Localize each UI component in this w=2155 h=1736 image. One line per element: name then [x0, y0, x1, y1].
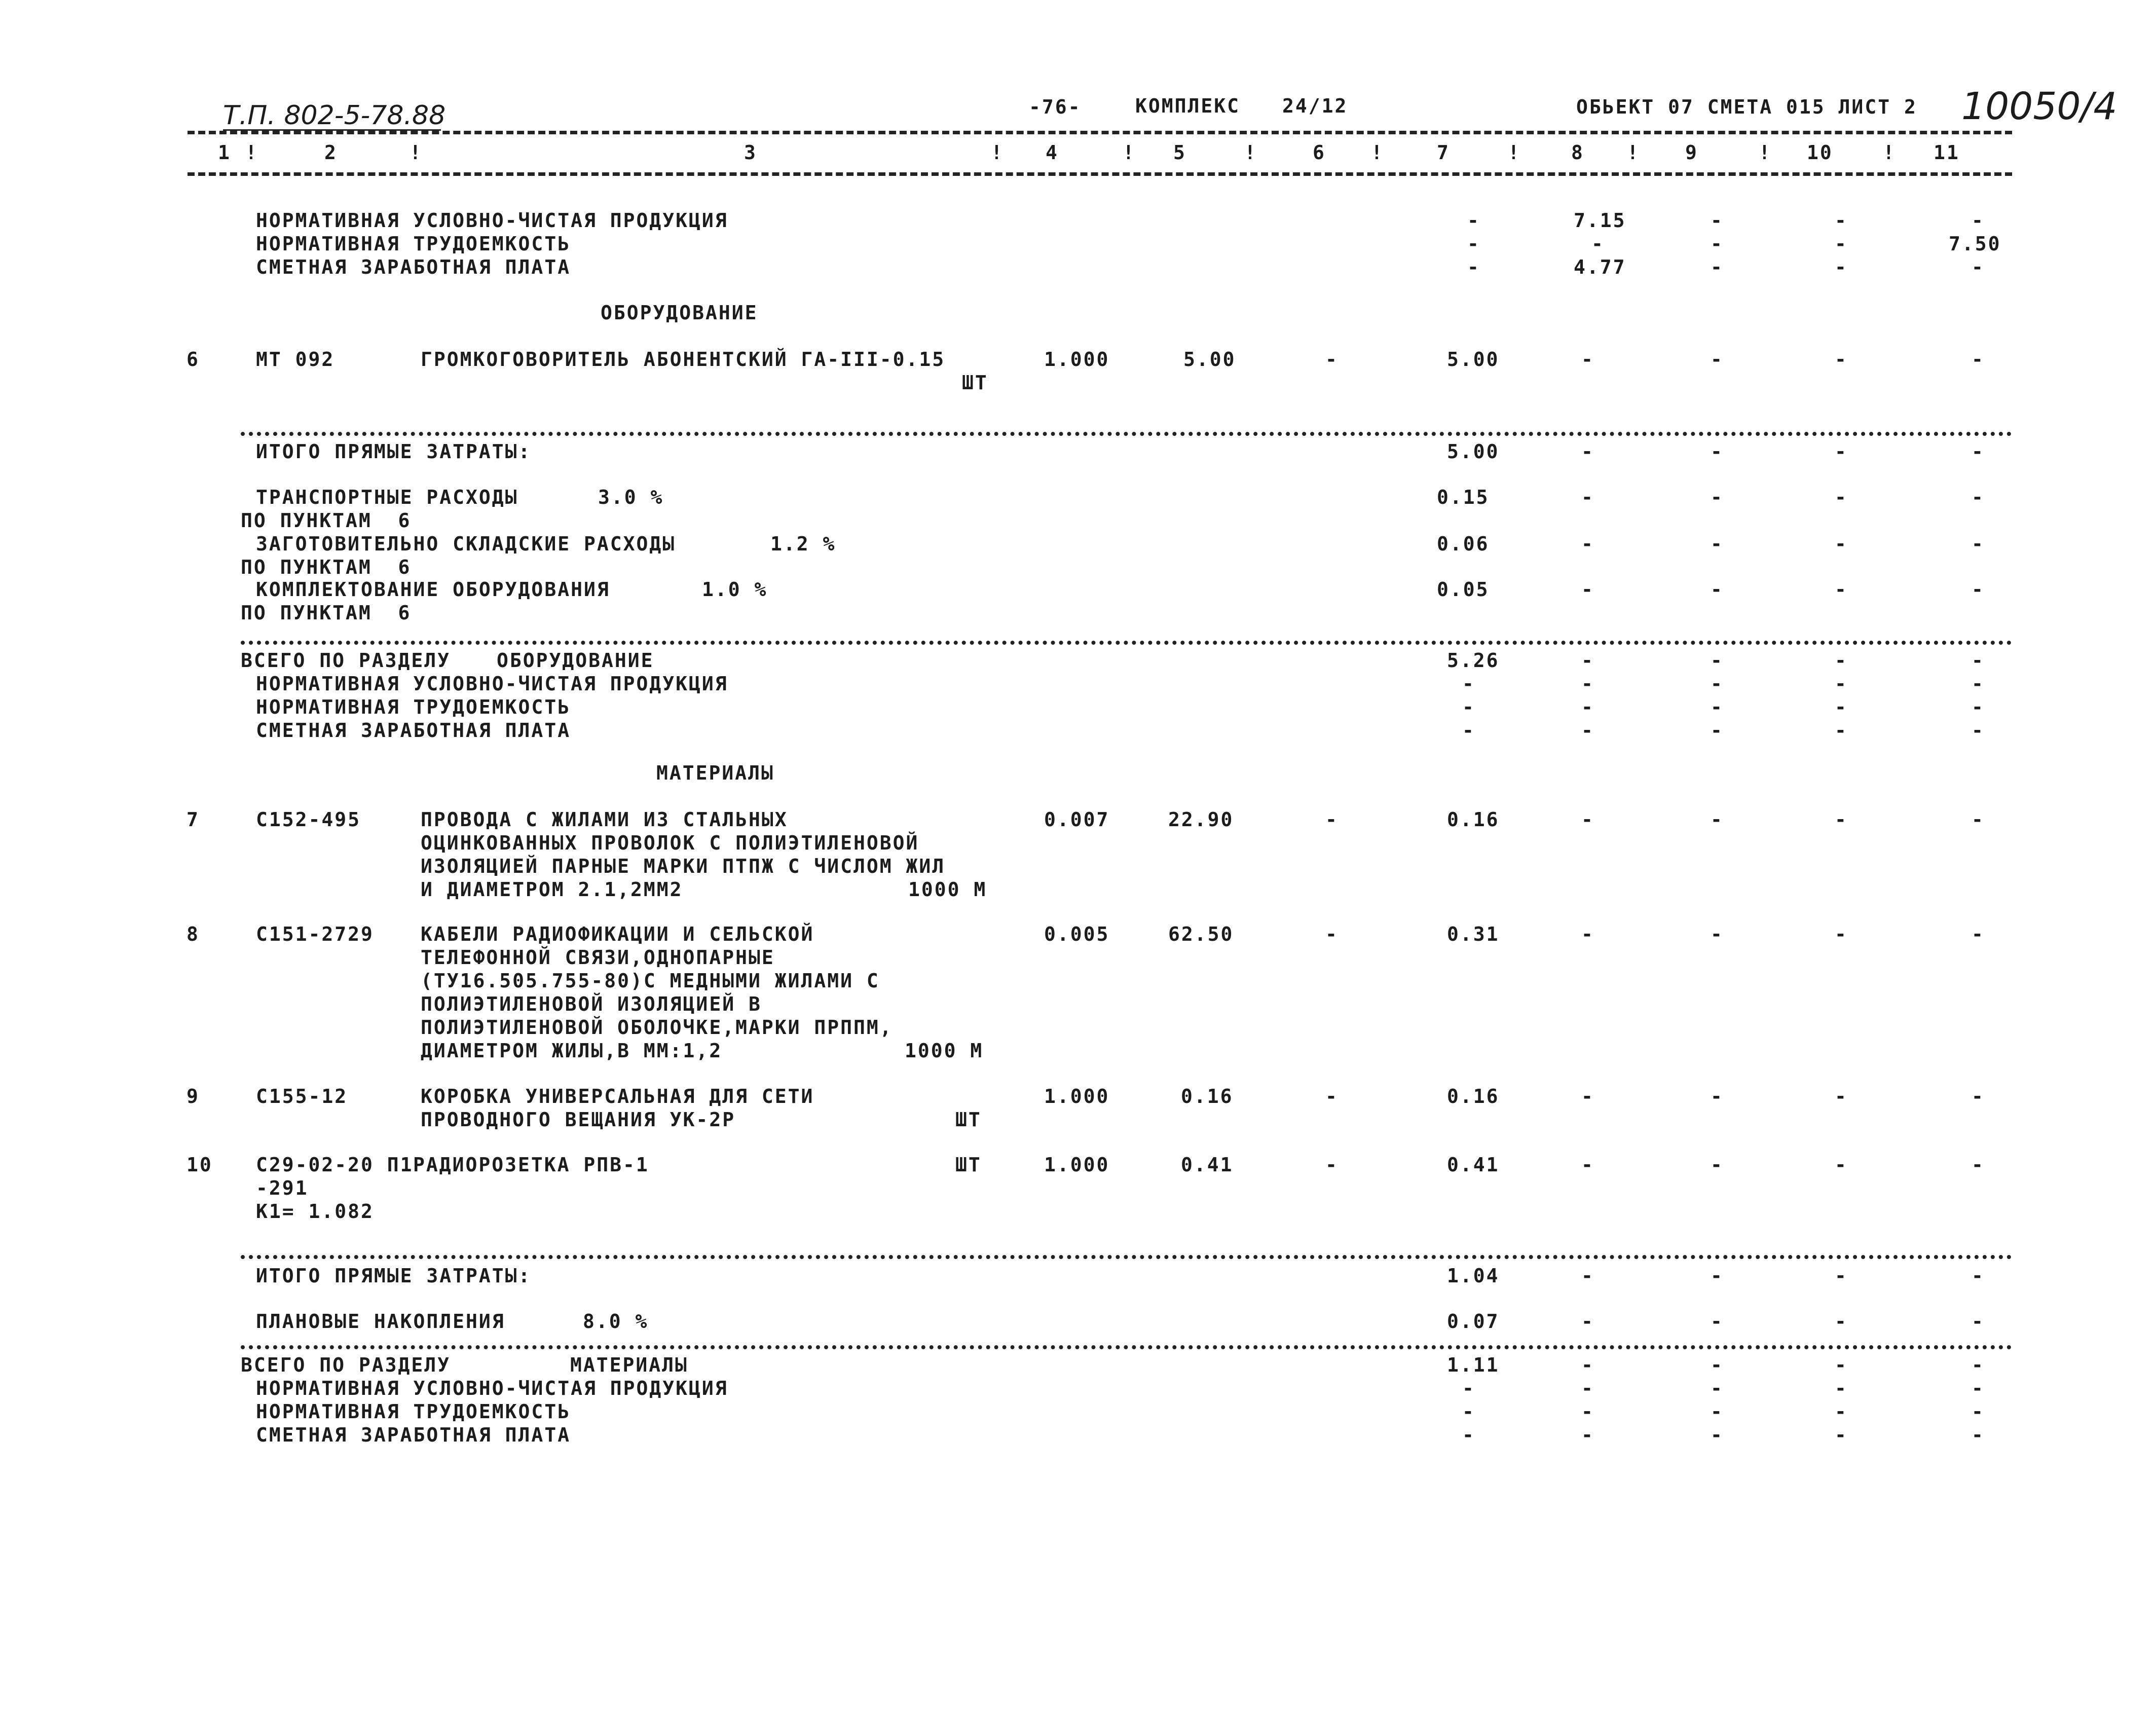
direct-costs-c7: 5.00	[1447, 440, 1500, 463]
row-c7: 0.41	[1447, 1154, 1500, 1176]
row-c9: -	[1711, 1154, 1724, 1176]
intro-c11: 7.50	[1949, 233, 2001, 255]
dash-cell: -	[1462, 673, 1475, 695]
row-code: -291	[256, 1177, 309, 1199]
dash-cell: -	[1835, 696, 1848, 718]
page-number: -76-	[1029, 96, 1082, 118]
intro-line: НОРМАТИВНАЯ УСЛОВНО-ЧИСТАЯ ПРОДУКЦИЯ	[256, 209, 728, 232]
dash-cell: -	[1581, 673, 1594, 695]
direct-costs-label: ИТОГО ПРЯМЫЕ ЗАТРАТЫ:	[256, 1265, 532, 1287]
row-num: 10	[187, 1154, 213, 1176]
row-c10: -	[1835, 923, 1848, 945]
row-c11: -	[1972, 1085, 1985, 1107]
col-sep: !	[1883, 141, 1896, 164]
total-line: СМЕТНАЯ ЗАРАБОТНАЯ ПЛАТА	[256, 1424, 571, 1446]
intro-c10: -	[1835, 256, 1848, 278]
dash-cell: -	[1711, 1265, 1724, 1287]
intro-c10: -	[1835, 233, 1848, 255]
row-c7: 5.00	[1447, 348, 1500, 371]
total-line: НОРМАТИВНАЯ ТРУДОЕМКОСТЬ	[256, 696, 571, 718]
row-name-line: КАБЕЛИ РАДИОФИКАЦИИ И СЕЛЬСКОЙ	[421, 923, 814, 945]
row-name-line: РАДИОРОЗЕТКА РПВ-1	[413, 1154, 649, 1176]
row-name-line: ПОЛИЭТИЛЕНОВОЙ ОБОЛОЧКЕ,МАРКИ ПРППМ,	[421, 1016, 893, 1039]
dash-cell: -	[1972, 673, 1985, 695]
dash-cell: -	[1462, 1377, 1475, 1399]
row-name-line: ПРОВОДА С ЖИЛАМИ ИЗ СТАЛЬНЫХ	[421, 808, 788, 831]
dash-cell: -	[1581, 719, 1594, 742]
planned-label: ПЛАНОВЫЕ НАКОПЛЕНИЯ	[256, 1310, 505, 1333]
total-line: НОРМАТИВНАЯ УСЛОВНО-ЧИСТАЯ ПРОДУКЦИЯ	[256, 673, 728, 695]
row-name-line: КОРОБКА УНИВЕРСАЛЬНАЯ ДЛЯ СЕТИ	[421, 1085, 814, 1107]
row-unit: ШТ	[955, 1154, 982, 1176]
col-num-2: 2	[324, 141, 338, 164]
row-c6: -	[1325, 348, 1339, 371]
row-unit: ШТ	[955, 1109, 982, 1131]
row-c8: -	[1581, 1085, 1594, 1107]
dash-cell: -	[1835, 1377, 1848, 1399]
overhead-c9: -	[1711, 533, 1724, 555]
col-sep: !	[1123, 141, 1136, 164]
direct-costs-c8: -	[1581, 440, 1594, 463]
overhead-c11: -	[1972, 533, 1985, 555]
row-code: С29-02-20 П1	[256, 1154, 414, 1176]
dash-cell: -	[1711, 1424, 1724, 1446]
intro-line: СМЕТНАЯ ЗАРАБОТНАЯ ПЛАТА	[256, 256, 571, 278]
intro-c8: -	[1591, 233, 1605, 255]
intro-c8: 7.15	[1574, 209, 1626, 232]
section-total-c7: 1.11	[1447, 1354, 1500, 1376]
row-price: 5.00	[1183, 348, 1236, 371]
dash-cell: -	[1972, 1265, 1985, 1287]
row-unit: 1000 М	[908, 878, 987, 901]
row-code: С152-495	[256, 808, 361, 831]
row-num: 8	[187, 923, 200, 945]
overhead-c10: -	[1835, 533, 1848, 555]
row-c11: -	[1972, 348, 1985, 371]
dash-cell: -	[1835, 1424, 1848, 1446]
dash-cell: -	[1581, 1377, 1594, 1399]
row-qty: 0.007	[1044, 808, 1110, 831]
overhead-c10: -	[1835, 486, 1848, 508]
row-name: ГРОМКОГОВОРИТЕЛЬ АБОНЕНТСКИЙ ГА-III-0.15	[421, 348, 946, 371]
row-c9: -	[1711, 808, 1724, 831]
row-qty: 1.000	[1044, 1154, 1110, 1176]
dash-cell: -	[1711, 1310, 1724, 1333]
row-c10: -	[1835, 1154, 1848, 1176]
dash-cell: -	[1972, 1400, 1985, 1423]
col-num-11: 11	[1934, 141, 1960, 164]
col-num-1: 1	[218, 141, 231, 164]
intro-c10: -	[1835, 209, 1848, 232]
row-c8: -	[1581, 923, 1594, 945]
direct-costs-c7: 1.04	[1447, 1265, 1500, 1287]
dash-cell: -	[1972, 1354, 1985, 1376]
col-num-6: 6	[1313, 141, 1326, 164]
row-num: 7	[187, 808, 200, 831]
row-code: С151-2729	[256, 923, 374, 945]
intro-c9: -	[1711, 209, 1724, 232]
section-total-c7: 5.26	[1447, 649, 1500, 672]
header-rule-top	[188, 131, 2012, 134]
complex-label: КОМПЛЕКС	[1135, 95, 1241, 117]
direct-costs-c11: -	[1972, 440, 1985, 463]
total-line: НОРМАТИВНАЯ УСЛОВНО-ЧИСТАЯ ПРОДУКЦИЯ	[256, 1377, 728, 1399]
intro-c11: -	[1972, 209, 1985, 232]
row-qty: 1.000	[1044, 1085, 1110, 1107]
complex-value: 24/12	[1282, 95, 1348, 117]
dash-cell: -	[1835, 719, 1848, 742]
dotted-separator	[241, 432, 2012, 436]
dash-cell: -	[1711, 719, 1724, 742]
row-name-line: ПРОВОДНОГО ВЕЩАНИЯ УК-2Р	[421, 1109, 736, 1131]
section-total-label: ВСЕГО ПО РАЗДЕЛУ	[241, 1354, 451, 1376]
direct-costs-c9: -	[1711, 440, 1724, 463]
dash-cell: -	[1972, 1310, 1985, 1333]
row-name-line: И ДИАМЕТРОМ 2.1,2ММ2	[421, 878, 683, 901]
dash-cell: -	[1972, 719, 1985, 742]
intro-c7: -	[1467, 256, 1480, 278]
col-num-10: 10	[1807, 141, 1833, 164]
total-line: СМЕТНАЯ ЗАРАБОТНАЯ ПЛАТА	[256, 719, 571, 742]
col-sep: !	[991, 141, 1004, 164]
dash-cell: -	[1972, 1377, 1985, 1399]
row-c6: -	[1325, 1154, 1339, 1176]
col-num-3: 3	[744, 141, 757, 164]
row-c9: -	[1711, 923, 1724, 945]
overhead-c9: -	[1711, 578, 1724, 601]
dash-cell: -	[1835, 649, 1848, 672]
row-price: 62.50	[1168, 923, 1234, 945]
row-c8: -	[1581, 1154, 1594, 1176]
row-c7: 0.31	[1447, 923, 1500, 945]
row-unit: ШТ	[962, 372, 988, 394]
dash-cell: -	[1581, 649, 1594, 672]
dash-cell: -	[1835, 1310, 1848, 1333]
row-name-line: ПОЛИЭТИЛЕНОВОЙ ИЗОЛЯЦИЕЙ В	[421, 993, 762, 1015]
dash-cell: -	[1462, 1424, 1475, 1446]
planned-rate: 8.0 %	[583, 1310, 649, 1333]
row-c6: -	[1325, 808, 1339, 831]
section-total-name: ОБОРУДОВАНИЕ	[497, 649, 654, 672]
col-num-7: 7	[1437, 141, 1450, 164]
row-qty: 0.005	[1044, 923, 1110, 945]
header-rule-bottom	[188, 172, 2012, 176]
intro-c7: -	[1467, 209, 1480, 232]
section-total-label: ВСЕГО ПО РАЗДЕЛУ	[241, 649, 451, 672]
dash-cell: -	[1972, 649, 1985, 672]
row-c9: -	[1711, 348, 1724, 371]
dotted-separator	[241, 1345, 2012, 1349]
row-price: 0.16	[1181, 1085, 1234, 1107]
overhead-c9: -	[1711, 486, 1724, 508]
dash-cell: -	[1581, 1354, 1594, 1376]
section-title-equipment: ОБОРУДОВАНИЕ	[601, 302, 758, 324]
row-c6: -	[1325, 923, 1339, 945]
overhead-label: ТРАНСПОРТНЫЕ РАСХОДЫ	[256, 486, 518, 508]
direct-costs-c10: -	[1835, 440, 1848, 463]
row-c6: -	[1325, 1085, 1339, 1107]
intro-c7: -	[1467, 233, 1480, 255]
row-name-line: ТЕЛЕФОННОЙ СВЯЗИ,ОДНОПАРНЫЕ	[421, 946, 775, 969]
dash-cell: -	[1835, 1354, 1848, 1376]
row-price: 0.41	[1181, 1154, 1234, 1176]
row-name-line: (ТУ16.505.755-80)С МЕДНЫМИ ЖИЛАМИ С	[421, 970, 880, 992]
project-code: Т.П. 802-5-78.88	[223, 100, 446, 131]
dash-cell: -	[1462, 1400, 1475, 1423]
overhead-c8: -	[1581, 578, 1594, 601]
overhead-label: ЗАГОТОВИТЕЛЬНО СКЛАДСКИЕ РАСХОДЫ	[256, 533, 676, 555]
row-c10: -	[1835, 348, 1848, 371]
row-num: 6	[187, 348, 200, 371]
row-qty: 1.000	[1044, 348, 1110, 371]
row-price: 22.90	[1168, 808, 1234, 831]
dash-cell: -	[1581, 696, 1594, 718]
col-num-4: 4	[1046, 141, 1059, 164]
handwritten-number: 10050/4	[1961, 85, 2117, 128]
overhead-rate: 1.0 %	[702, 578, 768, 601]
overhead-sub: ПО ПУНКТАМ 6	[241, 556, 412, 578]
col-sep: !	[1508, 141, 1521, 164]
col-num-8: 8	[1571, 141, 1584, 164]
row-name-line: ДИАМЕТРОМ ЖИЛЫ,В ММ:1,2	[421, 1040, 723, 1062]
row-name-line: ОЦИНКОВАННЫХ ПРОВОЛОК С ПОЛИЭТИЛЕНОВОЙ	[421, 832, 919, 854]
row-c11: -	[1972, 923, 1985, 945]
row-code: МТ 092	[256, 348, 335, 371]
row-c8: -	[1581, 348, 1594, 371]
row-code: С155-12	[256, 1085, 348, 1107]
object-info: ОБЬЕКТ 07 СМЕТА 015 ЛИСТ 2	[1576, 96, 1917, 118]
dotted-separator	[241, 641, 2012, 645]
intro-c8: 4.77	[1574, 256, 1626, 278]
intro-c9: -	[1711, 233, 1724, 255]
section-total-name: МАТЕРИАЛЫ	[570, 1354, 688, 1376]
dash-cell: -	[1711, 696, 1724, 718]
dash-cell: -	[1462, 696, 1475, 718]
dash-cell: -	[1835, 673, 1848, 695]
overhead-label: КОМПЛЕКТОВАНИЕ ОБОРУДОВАНИЯ	[256, 578, 610, 601]
overhead-sub: ПО ПУНКТАМ 6	[241, 602, 412, 624]
overhead-c7: 0.15	[1437, 486, 1490, 508]
dash-cell: -	[1581, 1424, 1594, 1446]
row-c11: -	[1972, 808, 1985, 831]
row-c10: -	[1835, 1085, 1848, 1107]
col-sep: !	[1371, 141, 1384, 164]
overhead-rate: 3.0 %	[598, 486, 664, 508]
row-c9: -	[1711, 1085, 1724, 1107]
col-num-5: 5	[1173, 141, 1186, 164]
row-coefficient: К1= 1.082	[256, 1200, 374, 1223]
overhead-sub: ПО ПУНКТАМ 6	[241, 509, 412, 532]
overhead-rate: 1.2 %	[770, 533, 836, 555]
dash-cell: -	[1581, 1310, 1594, 1333]
dash-cell: -	[1711, 1400, 1724, 1423]
dash-cell: -	[1581, 1400, 1594, 1423]
row-c7: 0.16	[1447, 808, 1500, 831]
row-name-line: ИЗОЛЯЦИЕЙ ПАРНЫЕ МАРКИ ПТПЖ С ЧИСЛОМ ЖИЛ	[421, 855, 946, 877]
overhead-c8: -	[1581, 486, 1594, 508]
col-sep: !	[245, 141, 258, 164]
overhead-c8: -	[1581, 533, 1594, 555]
row-num: 9	[187, 1085, 200, 1107]
dash-cell: -	[1972, 1424, 1985, 1446]
dash-cell: -	[1835, 1400, 1848, 1423]
overhead-c11: -	[1972, 486, 1985, 508]
dash-cell: -	[1972, 696, 1985, 718]
planned-c7: 0.07	[1447, 1310, 1500, 1333]
overhead-c7: 0.05	[1437, 578, 1490, 601]
dash-cell: -	[1711, 1354, 1724, 1376]
dotted-separator	[241, 1255, 2012, 1259]
col-num-9: 9	[1685, 141, 1698, 164]
dash-cell: -	[1711, 1377, 1724, 1399]
section-title-materials: МАТЕРИАЛЫ	[656, 762, 774, 784]
row-c7: 0.16	[1447, 1085, 1500, 1107]
intro-c11: -	[1972, 256, 1985, 278]
dash-cell: -	[1835, 1265, 1848, 1287]
intro-line: НОРМАТИВНАЯ ТРУДОЕМКОСТЬ	[256, 233, 571, 255]
direct-costs-label: ИТОГО ПРЯМЫЕ ЗАТРАТЫ:	[256, 440, 532, 463]
intro-c9: -	[1711, 256, 1724, 278]
col-sep: !	[1244, 141, 1257, 164]
total-line: НОРМАТИВНАЯ ТРУДОЕМКОСТЬ	[256, 1400, 571, 1423]
row-c8: -	[1581, 808, 1594, 831]
row-unit: 1000 М	[905, 1040, 984, 1062]
dash-cell: -	[1711, 649, 1724, 672]
dash-cell: -	[1462, 719, 1475, 742]
overhead-c11: -	[1972, 578, 1985, 601]
overhead-c7: 0.06	[1437, 533, 1490, 555]
col-sep: !	[1627, 141, 1640, 164]
col-sep: !	[1759, 141, 1772, 164]
dash-cell: -	[1711, 673, 1724, 695]
overhead-c10: -	[1835, 578, 1848, 601]
dash-cell: -	[1581, 1265, 1594, 1287]
row-c10: -	[1835, 808, 1848, 831]
row-c11: -	[1972, 1154, 1985, 1176]
col-sep: !	[410, 141, 423, 164]
